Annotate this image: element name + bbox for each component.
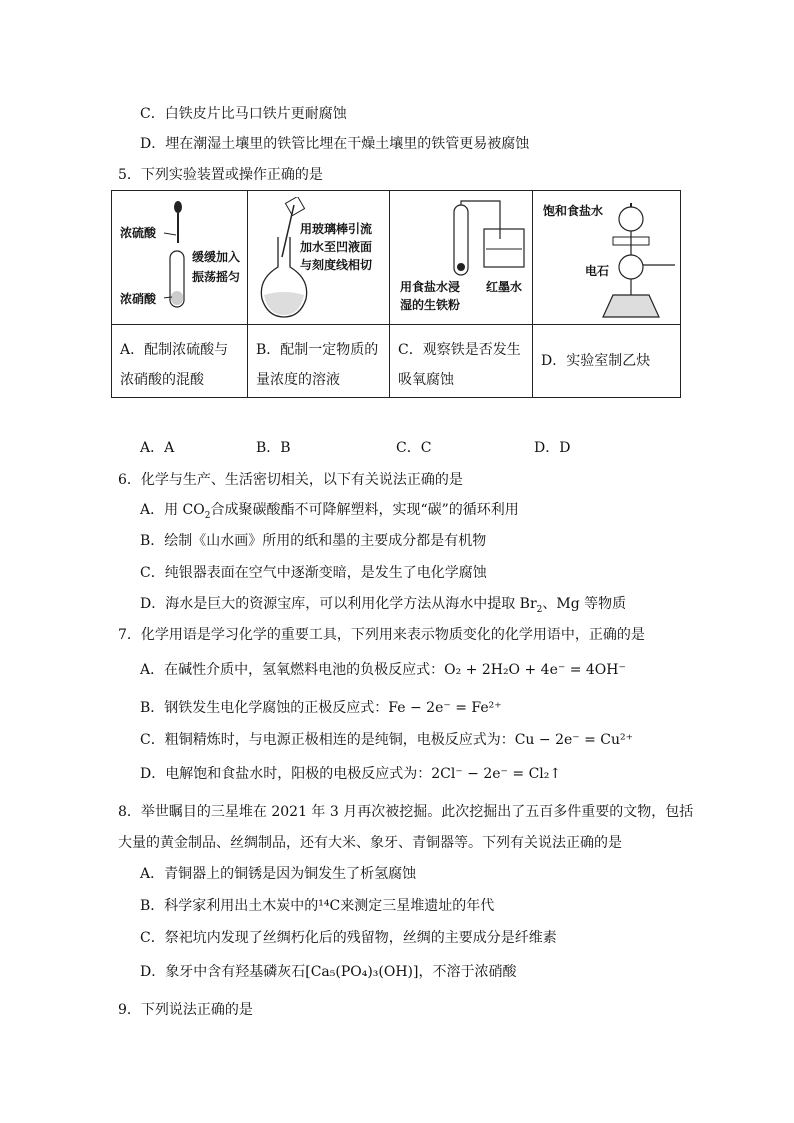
q8-d-pre: D．象牙中含有羟基磷灰石 [140,964,306,980]
figure-c-cell [390,191,533,325]
q6-a-pre: A．用 CO [140,502,205,518]
option-d-prev: D．埋在潮湿土壤里的铁管比埋在干燥土壤里的铁管更易被腐蚀 [140,136,530,152]
q7-c-equation: Cu − 2e⁻ = Cu²⁺ [514,732,634,748]
fig-a-label-conc-nitric: 浓硝酸 [120,292,157,306]
fig-c-label-3: 红墨水 [486,280,523,294]
fig-b-label-1: 用玻璃棒引流 [300,222,373,236]
option-c-prev: C．白铁皮片比马口铁片更耐腐蚀 [140,106,347,122]
acetylene-apparatus-icon [595,195,679,321]
q8-option-c: C．祭祀坑内发现了丝绸朽化后的残留物，丝绸的主要成分是纤维素 [140,930,557,946]
fig-c-label-1: 用食盐水浸 [400,280,461,294]
answer-a: A．A [140,440,175,456]
fig-b-label-2: 加水至凹液面 [300,240,373,254]
q8-option-d [140,962,517,982]
q6-a-post: 合成聚碳酸酯不可降解塑料，实现“碳”的循环利用 [210,502,519,518]
caption-b: B．配制一定物质的量浓度的溶液 [248,325,390,397]
fig-a-label-conc-sulfuric: 浓硫酸 [120,226,157,240]
q7-option-a [140,660,626,680]
q5-figure-table [111,190,681,398]
q7-a-equation: O₂ + 2H₂O + 4e⁻ = 4OH⁻ [444,662,626,678]
q6-d-pre: D．海水是巨大的资源宝库，可以利用化学方法从海水中提取 Br [140,596,537,612]
q7-option-d [140,764,561,784]
fig-d-label-1: 饱和食盐水 [543,204,604,218]
question-9-stem: 9．下列说法正确的是 [118,1002,253,1018]
q7-b-equation: Fe − 2e⁻ = Fe²⁺ [388,700,502,716]
fig-b-label-3: 与刻度线相切 [300,258,373,272]
q6-option-c: C．纯银器表面在空气中逐渐变暗，是发生了电化学腐蚀 [140,565,487,581]
fig-a-label-shake: 振荡摇匀 [192,270,241,284]
q6-d-post: 、Mg 等物质 [542,596,627,612]
q7-c-text: C．粗铜精炼时，与电源正极相连的是纯铜，电极反应式为： [140,732,515,748]
q7-b-text: B．钢铁发生电化学腐蚀的正极反应式： [140,700,389,716]
answer-b: B．B [256,440,291,456]
caption-c: C．观察铁是否发生吸氧腐蚀 [390,325,533,397]
q8-d-post: ，不溶于浓硝酸 [418,964,517,980]
figure-d-cell [533,191,681,325]
question-7-stem: 7．化学用语是学习化学的重要工具，下列用来表示物质变化的化学用语中，正确的是 [118,627,645,643]
q6-d-sub: 2 [536,604,543,615]
question-8-stem-1: 8．举世瞩目的三星堆在 2021 年 3 月再次被挖掘。此次挖掘出了五百多件重要的文物，包括 [118,804,694,820]
volumetric-flask-icon [254,197,314,321]
q7-option-c [140,730,633,750]
figure-a-cell [112,191,248,325]
question-8-stem-2: 大量的黄金制品、丝绸制品，还有大米、象牙、青铜器等。下列有关说法正确的是 [118,835,622,851]
q8-option-a: A．青铜器上的铜锈是因为铜发生了析氢腐蚀 [140,866,417,882]
fig-d-label-2: 电石 [585,264,610,278]
question-6-stem: 6．化学与生产、生活密切相关，以下有关说法正确的是 [118,472,463,488]
caption-a: A．配制浓硫酸与浓硝酸的混酸 [112,325,248,397]
q7-d-text: D．电解饱和食盐水时，阳极的电极反应式为： [140,766,432,782]
answer-d: D．D [534,440,571,456]
q8-d-formula: [Ca₅(PO₄)₃(OH)] [305,964,419,980]
fig-c-label-2: 湿的生铁粉 [400,298,461,312]
q6-option-d [140,594,626,620]
q6-option-b: B．绘制《山水画》所用的纸和墨的主要成分都是有机物 [140,533,487,549]
q6-a-sub: 2 [204,510,211,521]
fig-a-label-slowly-add: 缓缓加入 [192,250,241,264]
q7-option-b [140,698,502,718]
caption-d: D．实验室制乙炔 [541,353,651,369]
question-5-stem: 5．下列实验装置或操作正确的是 [118,167,323,183]
q7-a-text: A．在碱性介质中，氢氧燃料电池的负极反应式： [140,662,445,678]
testtube-beaker-icon [444,199,530,279]
q6-option-a [140,500,519,526]
q8-option-b: B．科学家利用出土木炭中的¹⁴C来测定三星堆遗址的年代 [140,898,495,914]
figure-b-cell [248,191,390,325]
answer-c: C．C [396,440,432,456]
q7-d-equation: 2Cl⁻ − 2e⁻ = Cl₂↑ [431,766,562,782]
dropper-testtube-icon [164,199,194,313]
